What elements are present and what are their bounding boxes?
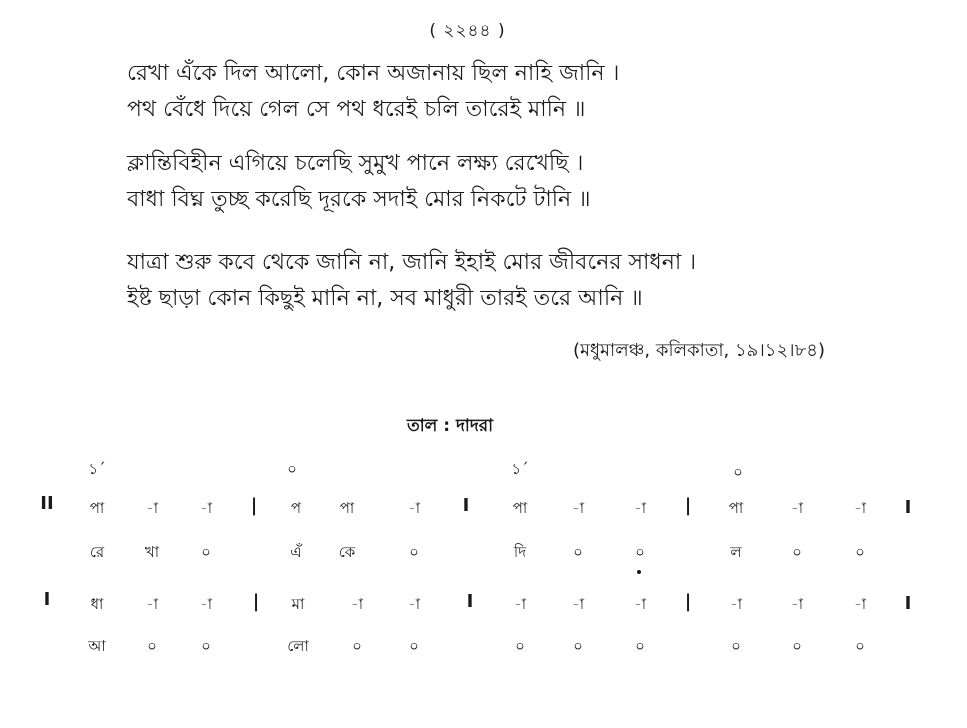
bar-line: | [684,495,692,516]
lyric-syllable: ০ [635,543,645,561]
bar-line-major: I [904,593,912,614]
lyric-syllable: এঁ [290,543,302,561]
bar-line-major: I [462,495,470,516]
swara-note: -া [407,595,421,613]
lyric-syllable: আ [88,637,106,655]
lyric-syllable: ০ [573,637,583,655]
lyric-syllable: ০ [409,637,419,655]
bar-line: | [252,591,260,612]
attribution: (মধুমালঞ্চ, কলিকাতা, ১৯।১২।৮৪) [572,340,825,361]
swara-note: প [290,499,302,517]
swara-note: -া [571,499,585,517]
lyric-syllable: খা [144,543,160,561]
lyric-syllable: ল [730,543,742,561]
ornament-dot [637,570,641,574]
swara-note: -া [145,499,159,517]
swara-note: -া [513,595,527,613]
bar-line: | [684,591,692,612]
lyric-syllable: ০ [409,543,419,561]
swara-note: -া [350,595,364,613]
lyric-syllable: ০ [201,543,211,561]
lyric-syllable: ০ [635,637,645,655]
bar-line-major: I [904,497,912,518]
lyric-syllable: দি [513,543,527,561]
lyric-syllable: ০ [573,543,583,561]
swara-note: -া [407,499,421,517]
swara-note: ধা [90,595,104,613]
lyric-syllable: ০ [792,543,802,561]
lyric-line: ইষ্ট ছাড়া কোন কিছুই মানি না, সব মাধুরী তারই তরে আনি ॥ [127,286,643,311]
swara-note: -া [199,595,213,613]
lyric-syllable: ০ [352,637,362,655]
lyric-line: পথ বেঁধে দিয়ে গেল সে পথ ধরেই চলি তারেই মানি ॥ [127,97,586,122]
lyric-syllable: কে [338,543,356,561]
swara-note: পা [339,499,355,517]
beat-mark: ০ [733,463,743,481]
start-bar: II [40,493,54,514]
lyric-line: রেখা এঁকে দিল আলো, কোন অজানায় ছিল নাহি জানি । [127,61,620,86]
lyric-syllable: রে [89,543,105,561]
swara-note: -া [790,499,804,517]
beat-mark: ১´ [88,460,106,478]
lyric-syllable: ০ [515,637,525,655]
swara-note: -া [145,595,159,613]
swara-note: -া [853,499,867,517]
lyric-syllable: ০ [855,543,865,561]
bar-line: | [250,495,258,516]
swara-note: পা [512,499,528,517]
swara-note: -া [199,499,213,517]
tala-label: তাল : দাদরা [406,416,494,436]
lyric-syllable: ০ [201,637,211,655]
lyric-line: যাত্রা শুরু কবে থেকে জানি না, জানি ইহাই মোর জীবনের সাধনা । [127,250,697,275]
swara-note: -া [729,595,743,613]
swara-note: -া [571,595,585,613]
beat-mark: ১´ [511,460,529,478]
swara-note: পা [89,499,105,517]
swara-note: -া [853,595,867,613]
lyric-syllable: ০ [855,637,865,655]
bar-line-major: I [466,591,474,612]
swara-note: -া [633,595,647,613]
lyric-syllable: ০ [792,637,802,655]
lyric-line: বাধা বিঘ্ন তুচ্ছ করেছি দূরকে সদাই মোর নিকটে টানি ॥ [127,187,591,212]
lyric-line: ক্লান্তিবিহীন এগিয়ে চলেছি সুমুখ পানে লক্ষ্য রেখেছি । [127,151,584,176]
song-number: ( ২২৪৪ ) [429,21,506,41]
swara-note: -া [633,499,647,517]
lyric-syllable: লো [287,637,309,655]
start-bar: I [43,589,51,610]
swara-note: -া [790,595,804,613]
lyric-syllable: ০ [731,637,741,655]
lyric-syllable: ০ [147,637,157,655]
swara-note: পা [728,499,744,517]
swara-note: মা [291,595,305,613]
beat-mark: ০ [287,460,297,478]
